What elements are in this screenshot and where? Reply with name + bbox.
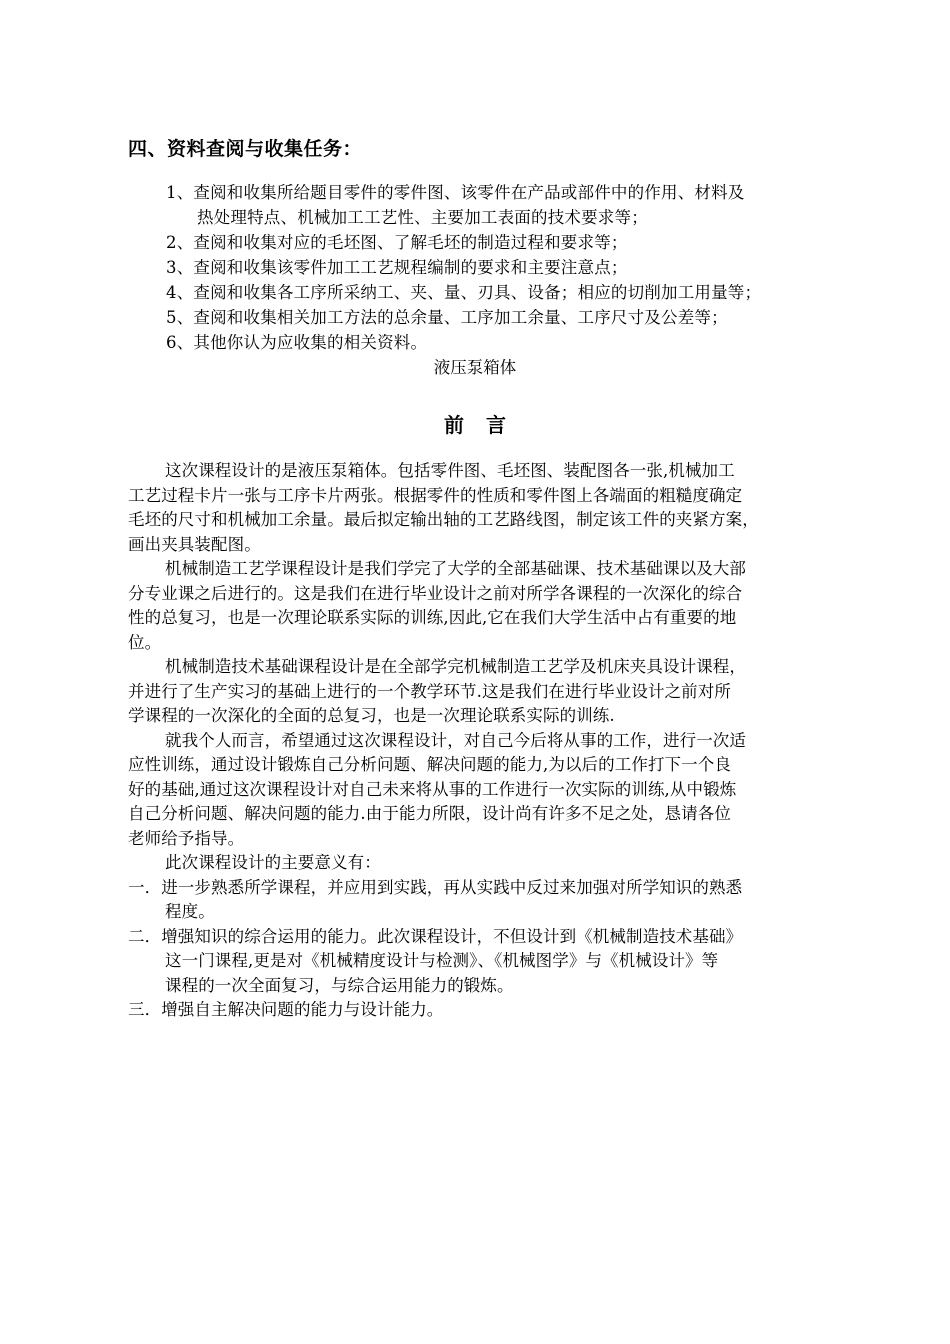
text-line: 学课程的一次深化的全面的总复习，也是一次理论联系实际的训练. xyxy=(128,706,615,725)
task-line: 5、查阅和收集相关加工方法的总余量、工序加工余量、工序尺寸及公差等； xyxy=(166,308,728,327)
text-line: 机械制造工艺学课程设计是我们学完了大学的全部基础课、技术基础课以及大部 xyxy=(165,559,746,578)
text-line: 毛坯的尺寸和机械加工余量。最后拟定输出轴的工艺路线图，制定该工件的夹紧方案， xyxy=(128,510,759,529)
text-line: 好的基础,通过这次课程设计对自己未来将从事的工作进行一次实际的训练,从中锻炼 xyxy=(128,779,737,799)
text-line: 老师给予指导。 xyxy=(128,828,245,848)
task-line-continued: 热处理特点、机械加工工艺性、主要加工表面的技术要求等； xyxy=(197,208,648,227)
significance-item-continued: 程度。 xyxy=(165,902,215,921)
task-list xyxy=(166,180,856,355)
paragraph-4 xyxy=(128,729,848,852)
significance-item: 三．增强自主解决问题的能力与设计能力。 xyxy=(128,1000,444,1019)
task-line: 1、查阅和收集所给题目零件的零件图、该零件在产品或部件中的作用、材料及 xyxy=(166,183,745,202)
task-item xyxy=(166,180,856,230)
paragraph-2 xyxy=(128,557,848,655)
text-line: 应性训练，通过设计锻炼自己分析问题、解决问题的能力,为以后的工作打下一个良 xyxy=(128,755,731,774)
task-item xyxy=(166,255,856,280)
text-line: 分专业课之后进行的。这是我们在进行毕业设计之前对所学各课程的一次深化的综合 xyxy=(128,583,743,603)
subject-title: 液压泵箱体 xyxy=(433,358,517,377)
text-line: 机械制造技术基础课程设计是在全部学完机械制造工艺学及机床夹具设计课程， xyxy=(165,657,746,676)
significance-item-continued: 课程的一次全面复习，与综合运用能力的锻炼。 xyxy=(165,975,514,995)
task-item xyxy=(166,305,856,330)
text-line: 性的总复习，也是一次理论联系实际的训练,因此,它在我们大学生活中占有重要的地 xyxy=(128,608,737,627)
task-line: 4、查阅和收集各工序所采纳工、夹、量、刃具、设备；相应的切削加工用量等； xyxy=(166,283,762,302)
significance-item: 一．进一步熟悉所学课程，并应用到实践，再从实践中反过来加强对所学知识的熟悉 xyxy=(128,877,743,897)
task-line: 2、查阅和收集对应的毛坯图、了解毛坯的制造过程和要求等； xyxy=(166,233,628,252)
significance-item-continued: 这一门课程,更是对《机械精度设计与检测》、《机械图学》与《机械设计》等 xyxy=(165,951,719,970)
task-item xyxy=(166,330,856,355)
preface-title: 前言 xyxy=(444,413,528,437)
section-heading: 四、资料查阅与收集任务： xyxy=(128,138,363,160)
significance-list xyxy=(128,876,848,1023)
text-line: 此次课程设计的主要意义有： xyxy=(165,853,381,872)
text-line: 工艺过程卡片一张与工序卡片两张。根据零件的性质和零件图上各端面的粗糙度确定 xyxy=(128,485,743,505)
text-line: 这次课程设计的是液压泵箱体。包括零件图、毛坯图、装配图各一张,机械加工 xyxy=(165,461,735,480)
task-item xyxy=(166,230,856,255)
text-line: 并进行了生产实习的基础上进行的一个教学环节.这是我们在进行毕业设计之前对所 xyxy=(128,681,731,701)
text-line: 就我个人而言，希望通过这次课程设计，对自己今后将从事的工作，进行一次适 xyxy=(165,730,746,750)
text-line: 位。 xyxy=(128,632,162,652)
text-line: 自己分析问题、解决问题的能力.由于能力所限，设计尚有许多不足之处，恳请各位 xyxy=(128,804,731,823)
text-line: 画出夹具装配图。 xyxy=(128,534,261,554)
task-line: 3、查阅和收集该零件加工工艺规程编制的要求和主要注意点； xyxy=(166,258,628,277)
paragraph-1 xyxy=(128,459,848,557)
paragraph-3 xyxy=(128,655,848,729)
task-item xyxy=(166,280,856,305)
paragraph-5 xyxy=(128,851,848,876)
significance-item: 二．增强知识的综合运用的能力。此次课程设计，不但设计到《机械制造技术基础》 xyxy=(128,926,743,946)
preface-body xyxy=(128,459,848,1023)
task-line: 6、其他你认为应收集的相关资料。 xyxy=(166,333,428,352)
